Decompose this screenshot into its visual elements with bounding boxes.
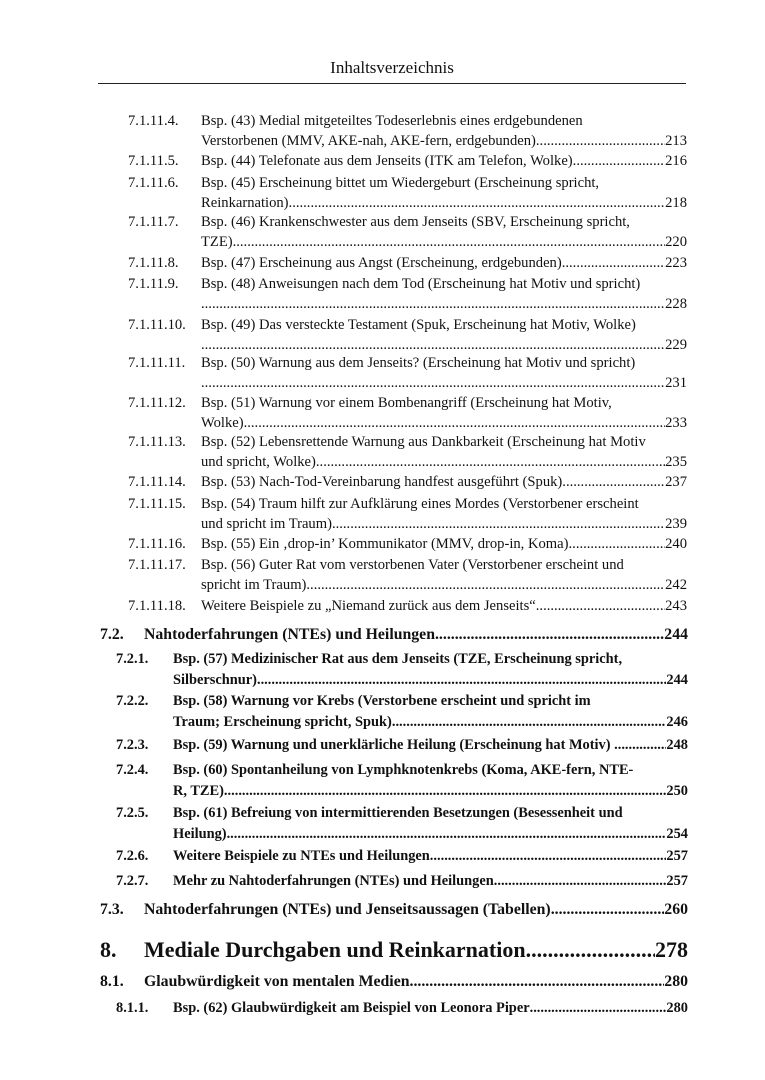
toc-entry-page: 243 [665,598,687,614]
dot-leader [201,335,665,355]
toc-entry-title: Verstorbenen (MMV, AKE-nah, AKE-fern, erdgebunden) [201,133,536,149]
toc-entry-number: 8.1. [100,973,124,990]
toc-entry[interactable] [128,315,687,355]
toc-entry-number: 8.1.1. [116,1000,149,1016]
toc-entry-number: 7.2.4. [116,762,149,778]
toc-entry-title: Bsp. (61) Befreiung von intermittierenden Besetzungen (Besessenheit und [173,805,623,821]
toc-entry-number: 8. [100,937,117,962]
toc-entry-page: 244 [664,626,688,643]
toc-entry[interactable] [128,173,687,213]
dot-leader [530,998,667,1019]
toc-entry[interactable] [128,151,687,171]
toc-entry[interactable] [128,534,687,554]
toc-entry-title: und spricht im Traum) [201,516,332,532]
toc-entry[interactable] [128,353,687,393]
toc-entry-page: 220 [665,234,687,250]
dot-leader [526,937,655,963]
toc-entry-title: Bsp. (52) Lebensrettende Warnung aus Dankbarkeit (Erscheinung hat Motiv [201,434,646,450]
toc-entry-title: Bsp. (59) Warnung und unerklärliche Heilung (Erscheinung hat Motiv) . [173,737,618,753]
toc-entry-page: 231 [665,375,687,391]
toc-entry-title: Heilung) [173,826,227,842]
toc-entry-number: 7.1.11.18. [128,598,186,614]
toc-entry-number: 7.1.11.10. [128,317,186,333]
toc-entry-title: Bsp. (49) Das versteckte Testament (Spuk, Erscheinung hat Motiv, Wolke) [201,317,636,333]
toc-entry-title: Bsp. (62) Glaubwürdigkeit am Beispiel von Leonora Piper [173,1000,530,1016]
dot-leader [201,373,665,393]
dot-leader [551,900,665,920]
toc-entry-number: 7.2.6. [116,848,149,864]
dot-leader [569,534,666,554]
toc-entry[interactable] [128,432,687,472]
toc-entry-title: Bsp. (56) Guter Rat vom verstorbenen Vater (Verstorbener erscheint und [201,557,624,573]
dot-leader [244,413,666,433]
toc-entry-page: 260 [664,901,688,918]
toc-entry-number: 7.1.11.8. [128,255,179,271]
toc-entry-number: 7.1.11.15. [128,496,186,512]
dot-leader [562,472,665,492]
toc-entry-title: Glaubwürdigkeit von mentalen Medien [144,973,410,990]
toc-entry[interactable] [116,691,688,733]
toc-entry-page: 228 [665,296,687,312]
toc-entry-title: Weitere Beispiele zu „Niemand zurück aus dem Jenseits“ [201,598,536,614]
toc-entry[interactable] [128,494,687,534]
dot-leader [618,735,667,756]
toc-entry-title: Bsp. (46) Krankenschwester aus dem Jenseits (SBV, Erscheinung spricht, [201,214,630,230]
toc-entry-title: Silberschnur) [173,672,257,688]
toc-entry-title: Reinkarnation) [201,195,289,211]
toc-entry-number: 7.1.11.17. [128,557,186,573]
dot-leader [306,575,665,595]
toc-entry-title: und spricht, Wolke) [201,454,316,470]
toc-entry-number: 7.1.11.9. [128,276,179,292]
toc-entry-page: 242 [665,577,687,593]
toc-entry-number: 7.2.2. [116,693,149,709]
toc-entry-title: Bsp. (53) Nach-Tod-Vereinbarung handfest ausgeführt (Spuk) [201,474,563,490]
toc-entry-number: 7.1.11.16. [128,536,186,552]
toc-entry-title: Bsp. (54) Traum hilft zur Aufklärung eines Mordes (Verstorbener erscheint [201,496,639,512]
toc-entry-title: Traum; Erscheinung spricht, Spuk) [173,714,392,730]
toc-entry-number: 7.2.7. [116,873,149,889]
toc-entry-title: Weitere Beispiele zu NTEs und Heilungen [173,848,430,864]
toc-entry-number: 7.2.5. [116,805,149,821]
dot-leader [410,972,665,992]
toc-entry-page: 239 [665,516,687,532]
toc-entry-page: 278 [655,937,688,962]
toc-entry-number: 7.1.11.13. [128,434,186,450]
dot-leader [536,596,665,616]
toc-entry-title: Bsp. (47) Erscheinung aus Angst (Erscheinung, erdgebunden) [201,255,562,271]
toc-entry-page: 246 [666,714,688,730]
toc-entry-title: Nahtoderfahrungen (NTEs) und Jenseitsaussagen (Tabellen) [144,901,551,918]
toc-entry-page: 280 [666,1000,688,1016]
toc-entry-page: 240 [665,536,687,552]
dot-leader [227,824,667,845]
toc-entry-number: 7.2. [100,626,124,643]
toc-entry[interactable] [128,111,687,151]
toc-section-entry[interactable] [100,625,688,645]
toc-entry-page: 235 [665,454,687,470]
toc-entry-page: 233 [665,415,687,431]
toc-entry[interactable] [128,596,687,616]
toc-entry-title: Mehr zu Nahtoderfahrungen (NTEs) und Heilungen [173,873,494,889]
dot-leader [257,670,666,691]
toc-entry-page: 244 [666,672,688,688]
header-rule [98,83,686,84]
toc-entry-page: 250 [666,783,688,799]
toc-entry[interactable] [116,846,688,867]
toc-entry-number: 7.2.1. [116,651,149,667]
toc-entry[interactable] [116,871,688,892]
toc-entry-number: 7.1.11.6. [128,175,179,191]
toc-entry-number: 7.1.11.11. [128,355,186,371]
dot-leader [316,452,665,472]
dot-leader [435,625,664,645]
toc-entry-title: Bsp. (55) Ein ‚drop-in’ Kommunikator (MMV, drop-in, Koma) [201,536,569,552]
toc-entry-title: Nahtoderfahrungen (NTEs) und Heilungen [144,626,435,643]
toc-entry-title: Bsp. (48) Anweisungen nach dem Tod (Erscheinung hat Motiv und spricht) [201,276,641,292]
toc-entry-title: Bsp. (60) Spontanheilung von Lymphknotenkrebs (Koma, AKE-fern, NTE- [173,762,634,778]
toc-entry-page: 223 [665,255,687,271]
toc-entry-number: 7.2.3. [116,737,149,753]
toc-entry[interactable] [128,393,687,433]
toc-entry[interactable] [116,649,688,691]
toc-entry-title: TZE) [201,234,233,250]
toc-entry-number: 7.1.11.7. [128,214,179,230]
dot-leader [430,846,667,867]
dot-leader [289,193,666,213]
toc-entry[interactable] [116,803,688,845]
toc-entry-number: 7.1.11.12. [128,395,186,411]
dot-leader [332,514,665,534]
page-header-title: Inhaltsverzeichnis [330,58,454,77]
dot-leader [536,131,665,151]
toc-entry-title: Bsp. (58) Warnung vor Krebs (Verstorbene erscheint und spricht im [173,693,591,709]
dot-leader [494,871,667,892]
toc-entry-page: 248 [666,737,688,753]
toc-entry-page: 257 [666,848,688,864]
dot-leader [562,253,665,273]
toc-entry-page: 254 [666,826,688,842]
toc-entry[interactable] [116,760,688,802]
toc-entry-page: 237 [665,474,687,490]
toc-entry-page: 229 [665,337,687,353]
toc-entry-title: Bsp. (51) Warnung vor einem Bombenangriff (Erscheinung hat Motiv, [201,395,612,411]
toc-entry-page: 280 [664,973,688,990]
toc-entry-page: 216 [665,153,687,169]
toc-entry-title: Bsp. (45) Erscheinung bittet um Wiedergeburt (Erscheinung spricht, [201,175,600,191]
toc-entry-number: 7.3. [100,901,124,918]
toc-entry-page: 218 [665,195,687,211]
toc-entry-title: Mediale Durchgaben und Reinkarnation [144,937,526,962]
toc-entry[interactable] [116,735,688,756]
dot-leader [392,712,667,733]
toc-section-entry[interactable] [100,900,688,920]
dot-leader [201,294,665,314]
toc-entry[interactable] [128,472,687,492]
toc-entry-title: Wolke) [201,415,244,431]
dot-leader [573,151,665,171]
toc-section-entry[interactable] [100,972,688,992]
dot-leader [224,781,666,802]
toc-entry-number: 7.1.11.5. [128,153,179,169]
dot-leader [233,232,666,252]
toc-entry-page: 257 [666,873,688,889]
toc-entry-page: 213 [665,133,687,149]
toc-entry-title: Bsp. (57) Medizinischer Rat aus dem Jenseits (TZE, Erscheinung spricht, [173,651,623,667]
toc-chapter-entry[interactable] [100,937,688,963]
toc-entry[interactable] [128,253,687,273]
toc-entry[interactable] [116,998,688,1019]
toc-entry-number: 7.1.11.4. [128,113,179,129]
toc-entry-title: spricht im Traum) [201,577,307,593]
toc-entry-title: R, TZE) [173,783,224,799]
toc-entry[interactable] [128,274,687,314]
toc-entry[interactable] [128,212,687,252]
toc-entry-title: Bsp. (44) Telefonate aus dem Jenseits (ITK am Telefon, Wolke) [201,153,573,169]
toc-entry-number: 7.1.11.14. [128,474,186,490]
toc-entry[interactable] [128,555,687,595]
toc-entry-title: Bsp. (50) Warnung aus dem Jenseits? (Erscheinung hat Motiv und spricht) [201,355,636,371]
toc-entry-title: Bsp. (43) Medial mitgeteiltes Todeserlebnis eines erdgebundenen [201,113,583,129]
